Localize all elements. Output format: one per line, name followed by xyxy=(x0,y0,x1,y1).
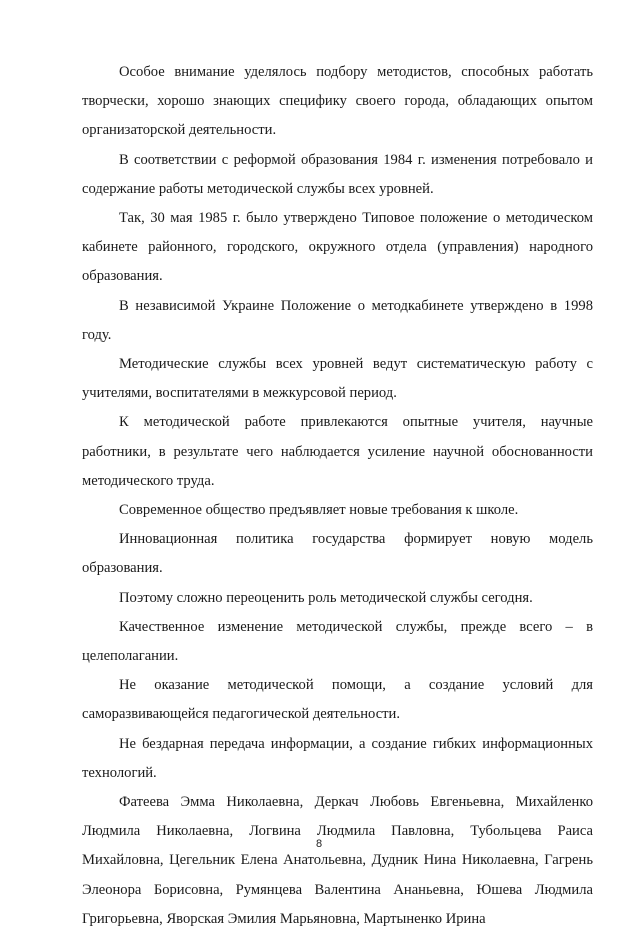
paragraph-8: Инновационная политика государства формирует новую модель образования. xyxy=(82,531,593,577)
paragraph-4: В независимой Украине Положение о методкабинете утверждено в 1998 году. xyxy=(82,297,593,343)
paragraph-7: Современное общество предъявляет новые требования к школе. xyxy=(119,502,519,519)
paragraph-9: Поэтому сложно переоценить роль методической службы сегодня. xyxy=(119,589,533,606)
paragraph-12: Не бездарная передача информации, а создание гибких информационных технологий. xyxy=(82,735,593,781)
paragraph-3: Так, 30 мая 1985 г. было утверждено Типовое положение о методическом кабинете районного, городского, окружного отдела (управления) народного образования. xyxy=(82,210,593,285)
paragraph-10: Качественное изменение методической службы, прежде всего – в целеполагании. xyxy=(82,618,593,665)
paragraph-2: В соответствии с реформой образования 1984 г. изменения потребовало и содержание работы методической службы всех уровней. xyxy=(82,151,593,197)
paragraph-5: Методические службы всех уровней ведут систематическую работу с учителями, воспитателями в межкурсовой период. xyxy=(82,356,593,402)
page-number: 8 xyxy=(315,838,323,850)
document-body xyxy=(82,58,593,934)
paragraph-1: Особое внимание уделялось подбору методистов, способных работать творчески, хорошо знающих специфику своего города, обладающих опытом организаторской деятельности. xyxy=(82,64,593,139)
paragraph-6: К методической работе привлекаются опытные учителя, научные работники, в результате чего наблюдается усиление научной обоснованности методического труда. xyxy=(82,414,593,489)
paragraph-11: Не оказание методической помощи, а создание условий для саморазвивающейся педагогической деятельности. xyxy=(82,677,593,723)
paragraph-13: Фатеева Эмма Николаевна, Деркач Любовь Евгеньевна, Михайленко Людмила Николаевна, Логвина Людмила Павловна, Тубольцева Раиса Михайловна, Цегельник Елена Анатольевна, Дудник Нина Николаевна, Гагрень Элеонора Борисовна, Румянцева Валентина Ананьевна, Юшева Людмила Григорьевна, Яворская Эмилия Марьяновна, Мартыненко Ирина xyxy=(82,794,593,927)
